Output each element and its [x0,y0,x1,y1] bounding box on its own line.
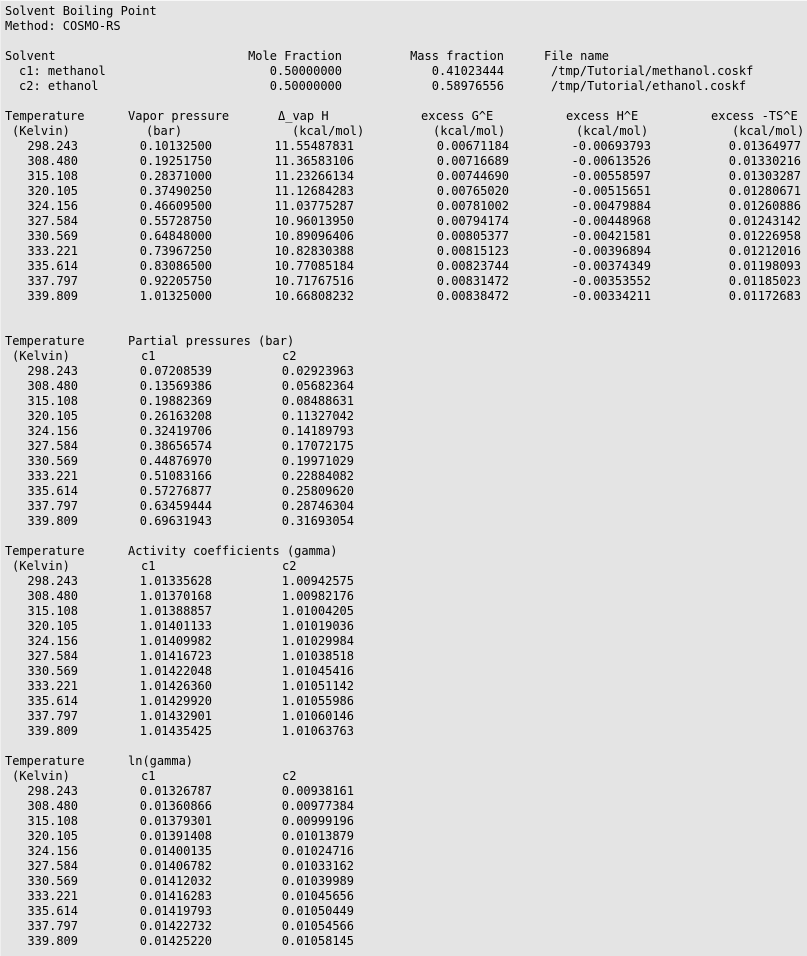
table-cell: 1.01432901 [139,709,212,723]
table-row [1,889,807,904]
ln-gamma-header-row [1,754,807,769]
table-row [1,229,807,244]
table-cell: 327.584 [27,439,78,453]
table-cell: 0.00999196 [281,814,354,828]
table-row [1,934,807,949]
table-cell: 0.01039989 [281,874,354,888]
table-cell: 335.614 [27,484,78,498]
table-row [1,469,807,484]
table-cell: 0.05682364 [281,379,354,393]
col-header-mass-fraction: Mass fraction [410,49,504,63]
table-cell: 327.584 [27,214,78,228]
table-cell: 1.00942575 [281,574,354,588]
table-cell: -0.00613526 [571,154,651,168]
table-cell: 0.00815123 [436,244,509,258]
table-cell: 1.01051142 [281,679,354,693]
table-cell: -0.00693793 [571,139,651,153]
spacer [1,94,807,109]
table-cell: 308.480 [27,799,78,813]
table-cell: 1.01388857 [139,604,212,618]
table-cell: 0.01303287 [728,169,801,183]
table-row [1,454,807,469]
table-row [1,289,807,304]
table-cell: 0.19882369 [139,394,212,408]
unit-kcal-mol: (kcal/mol) [576,124,649,138]
table-cell: -0.00353552 [571,274,651,288]
solvent-table-body [1,64,807,94]
table-row [1,379,807,394]
table-cell: 0.02923963 [281,364,354,378]
table-cell: 1.01019036 [281,619,354,633]
table-cell: 0.01416283 [139,889,212,903]
table-cell: 298.243 [27,139,78,153]
spacer [1,739,807,754]
table-cell: 0.01326787 [139,784,212,798]
table-cell: 0.01379301 [139,814,212,828]
table-cell: 10.77085184 [274,259,354,273]
table-row [1,169,807,184]
table-cell: 1.01045416 [281,664,354,678]
equilibrium-table-body [1,139,807,304]
table-cell: -0.00374349 [571,259,651,273]
ln-gamma-table-body [1,784,807,949]
table-cell: 0.00716689 [436,154,509,168]
table-cell: 0.00823744 [436,259,509,273]
table-cell: 324.156 [27,844,78,858]
table-cell: 333.221 [27,679,78,693]
table-row [1,604,807,619]
table-row [1,139,807,154]
table-cell: 0.58976556 [431,79,504,93]
table-cell: 308.480 [27,154,78,168]
spacer [1,529,807,544]
table-cell: 0.63459444 [139,499,212,513]
table-row [1,724,807,739]
table-cell: 298.243 [27,364,78,378]
table-cell: 0.57276877 [139,484,212,498]
table-cell: 330.569 [27,874,78,888]
table-cell: /tmp/Tutorial/ethanol.coskf [551,79,747,93]
table-cell: 0.01058145 [281,934,354,948]
table-row [1,214,807,229]
table-row [1,364,807,379]
table-cell: 298.243 [27,784,78,798]
table-cell: 1.01409982 [139,634,212,648]
table-cell: 0.01360866 [139,799,212,813]
table-cell: 1.01426360 [139,679,212,693]
table-cell: -0.00479884 [571,199,651,213]
col-header-c2: c2 [282,769,297,783]
table-cell: /tmp/Tutorial/methanol.coskf [551,64,754,78]
table-cell: 324.156 [27,634,78,648]
report-title: Solvent Boiling Point [5,4,157,18]
table-cell: 10.89096406 [274,229,354,243]
unit-kcal-mol: (kcal/mol) [732,124,805,138]
table-cell: 1.01370168 [139,589,212,603]
table-cell: 0.26163208 [139,409,212,423]
table-row [1,439,807,454]
table-cell: 11.23266134 [274,169,354,183]
table-cell: -0.00515651 [571,184,651,198]
table-cell: 1.01029984 [281,634,354,648]
table-cell: 0.00781002 [436,199,509,213]
table-cell: 0.13569386 [139,379,212,393]
spacer [1,34,807,49]
activity-subheader-row [1,559,807,574]
table-cell: 320.105 [27,619,78,633]
table-row [1,244,807,259]
table-cell: 0.01185023 [728,274,801,288]
table-cell: 11.12684283 [274,184,354,198]
table-cell: 339.809 [27,514,78,528]
section-title-ln-gamma: ln(gamma) [128,754,194,768]
table-cell: 1.01335628 [139,574,212,588]
table-row [1,634,807,649]
table-cell: 0.00938161 [281,784,354,798]
table-cell: 327.584 [27,859,78,873]
table-cell: 0.01226958 [728,229,801,243]
table-cell: 0.69631943 [139,514,212,528]
table-cell: 10.82830388 [274,244,354,258]
table-row [1,79,807,94]
table-row [1,874,807,889]
table-cell: 330.569 [27,454,78,468]
table-cell: 0.19971029 [281,454,354,468]
table-cell: 1.01429920 [139,694,212,708]
table-row [1,664,807,679]
table-cell: c1: methanol [19,64,106,78]
method-line [1,19,807,34]
table-cell: 0.37490250 [139,184,212,198]
table-row [1,679,807,694]
ln-gamma-subheader-row [1,769,807,784]
table-cell: 0.46609500 [139,199,212,213]
activity-header-row [1,544,807,559]
table-cell: 335.614 [27,694,78,708]
table-cell: 0.01425220 [139,934,212,948]
table-cell: 0.28746304 [281,499,354,513]
table-cell: 0.00794174 [436,214,509,228]
table-cell: 337.797 [27,709,78,723]
table-row [1,709,807,724]
col-header-mole-fraction: Mole Fraction [248,49,342,63]
table-cell: 0.19251750 [139,154,212,168]
table-cell: 337.797 [27,919,78,933]
table-cell: 1.01325000 [139,289,212,303]
col-header-c1: c1 [141,349,156,363]
unit-kelvin: (Kelvin) [12,769,70,783]
table-cell: 0.41023444 [431,64,504,78]
table-row [1,589,807,604]
table-cell: 324.156 [27,424,78,438]
table-cell: 0.01280671 [728,184,801,198]
table-cell: 0.00805377 [436,229,509,243]
table-cell: 324.156 [27,199,78,213]
equilibrium-table-units-row [1,124,807,139]
table-row [1,814,807,829]
unit-kcal-mol: (kcal/mol) [292,124,365,138]
table-cell: 320.105 [27,184,78,198]
table-cell: 0.08488631 [281,394,354,408]
table-cell: -0.00396894 [571,244,651,258]
unit-kelvin: (Kelvin) [12,559,70,573]
table-cell: 1.00982176 [281,589,354,603]
table-cell: 335.614 [27,259,78,273]
partial-pressures-table-body [1,364,807,529]
table-cell: 0.01391408 [139,829,212,843]
table-cell: -0.00334211 [571,289,651,303]
table-row [1,154,807,169]
table-cell: 10.71767516 [274,274,354,288]
table-cell: 0.64848000 [139,229,212,243]
table-cell: 0.31693054 [281,514,354,528]
table-cell: 0.28371000 [139,169,212,183]
table-cell: 330.569 [27,664,78,678]
table-cell: 0.00765020 [436,184,509,198]
table-cell: 0.50000000 [269,64,342,78]
table-cell: 0.01033162 [281,859,354,873]
table-cell: 0.01198093 [728,259,801,273]
spacer [1,304,807,334]
table-cell: 0.83086500 [139,259,212,273]
table-cell: 0.00744690 [436,169,509,183]
table-cell: 11.03775287 [274,199,354,213]
table-cell: 11.36583106 [274,154,354,168]
table-cell: 337.797 [27,274,78,288]
col-header-c1: c1 [141,559,156,573]
table-cell: 0.25809620 [281,484,354,498]
table-cell: 0.00831472 [436,274,509,288]
partial-pressures-header-row [1,334,807,349]
table-cell: 0.55728750 [139,214,212,228]
table-row [1,424,807,439]
table-cell: -0.00421581 [571,229,651,243]
table-cell: -0.00448968 [571,214,651,228]
table-row [1,904,807,919]
table-row [1,199,807,214]
table-row [1,484,807,499]
table-cell: 0.01212016 [728,244,801,258]
table-cell: 320.105 [27,409,78,423]
table-cell: 0.38656574 [139,439,212,453]
table-cell: 0.01422732 [139,919,212,933]
table-cell: 0.00838472 [436,289,509,303]
col-header-excess-g: excess G^E [421,109,494,123]
col-header-temperature: Temperature [5,544,85,558]
table-cell: 0.00671184 [436,139,509,153]
table-row [1,409,807,424]
table-row [1,259,807,274]
table-cell: 11.55487831 [274,139,354,153]
table-row [1,829,807,844]
table-cell: 1.01060146 [281,709,354,723]
table-cell: 0.14189793 [281,424,354,438]
table-cell: 1.01435425 [139,724,212,738]
table-cell: 333.221 [27,244,78,258]
col-header-temperature: Temperature [5,754,85,768]
table-cell: 0.92205750 [139,274,212,288]
table-row [1,514,807,529]
col-header-file-name: File name [544,49,610,63]
table-cell: 335.614 [27,904,78,918]
table-cell: 0.01412032 [139,874,212,888]
col-header-c1: c1 [141,769,156,783]
table-cell: 0.01419793 [139,904,212,918]
table-cell: 0.01330216 [728,154,801,168]
table-row [1,694,807,709]
table-cell: 10.66808232 [274,289,354,303]
table-cell: c2: ethanol [19,79,99,93]
table-cell: 315.108 [27,604,78,618]
table-cell: 0.01050449 [281,904,354,918]
table-cell: 0.32419706 [139,424,212,438]
table-row [1,394,807,409]
table-row [1,574,807,589]
col-header-c2: c2 [282,349,297,363]
col-header-temperature: Temperature [5,109,85,123]
table-cell: 0.01013879 [281,829,354,843]
table-cell: 315.108 [27,814,78,828]
table-cell: 0.01172683 [728,289,801,303]
col-header-excess-ts: excess -TS^E [711,109,798,123]
col-header-vapor-pressure: Vapor pressure [128,109,230,123]
table-cell: 0.01045656 [281,889,354,903]
table-cell: 0.73967250 [139,244,212,258]
table-row [1,859,807,874]
table-row [1,499,807,514]
table-cell: 339.809 [27,934,78,948]
section-title-partial-pressures: Partial pressures (bar) [128,334,295,348]
table-cell: 0.01243142 [728,214,801,228]
table-cell: 1.01038518 [281,649,354,663]
table-cell: 1.01422048 [139,664,212,678]
table-cell: 308.480 [27,589,78,603]
table-cell: 0.00977384 [281,799,354,813]
col-header-dvap-h: Δ_vap H [278,109,329,123]
table-cell: 308.480 [27,379,78,393]
table-cell: 333.221 [27,469,78,483]
table-cell: 298.243 [27,574,78,588]
table-row [1,919,807,934]
table-cell: -0.00558597 [571,169,651,183]
table-cell: 330.569 [27,229,78,243]
table-cell: 337.797 [27,499,78,513]
report-title-line [1,4,807,19]
col-header-solvent: Solvent [5,49,56,63]
section-title-activity-coefficients: Activity coefficients (gamma) [128,544,338,558]
table-cell: 0.50000000 [269,79,342,93]
table-cell: 0.01400135 [139,844,212,858]
table-row [1,784,807,799]
table-cell: 0.01406782 [139,859,212,873]
table-cell: 0.10132500 [139,139,212,153]
table-cell: 0.44876970 [139,454,212,468]
table-cell: 0.01054566 [281,919,354,933]
solvent-table-header-row [1,49,807,64]
table-row [1,844,807,859]
unit-kelvin: (Kelvin) [12,349,70,363]
table-cell: 1.01401133 [139,619,212,633]
table-cell: 1.01004205 [281,604,354,618]
activity-table-body [1,574,807,739]
table-cell: 0.01024716 [281,844,354,858]
partial-pressures-subheader-row [1,349,807,364]
table-cell: 339.809 [27,724,78,738]
table-cell: 333.221 [27,889,78,903]
equilibrium-table-header-row [1,109,807,124]
col-header-c2: c2 [282,559,297,573]
table-row [1,184,807,199]
table-row [1,649,807,664]
table-cell: 315.108 [27,169,78,183]
table-cell: 1.01055986 [281,694,354,708]
table-cell: 0.01260886 [728,199,801,213]
table-row [1,274,807,289]
table-cell: 1.01416723 [139,649,212,663]
table-row [1,64,807,79]
table-cell: 315.108 [27,394,78,408]
table-cell: 0.17072175 [281,439,354,453]
col-header-excess-h: excess H^E [566,109,639,123]
unit-kelvin: (Kelvin) [12,124,70,138]
table-cell: 10.96013950 [274,214,354,228]
unit-bar: (bar) [146,124,183,138]
col-header-temperature: Temperature [5,334,85,348]
unit-kcal-mol: (kcal/mol) [433,124,506,138]
table-row [1,619,807,634]
table-cell: 1.01063763 [281,724,354,738]
table-cell: 0.51083166 [139,469,212,483]
table-cell: 327.584 [27,649,78,663]
method-label: Method: COSMO-RS [5,19,121,33]
table-cell: 339.809 [27,289,78,303]
table-cell: 0.01364977 [728,139,801,153]
table-cell: 0.22884082 [281,469,354,483]
table-cell: 0.07208539 [139,364,212,378]
table-row [1,799,807,814]
table-cell: 0.11327042 [281,409,354,423]
table-cell: 320.105 [27,829,78,843]
